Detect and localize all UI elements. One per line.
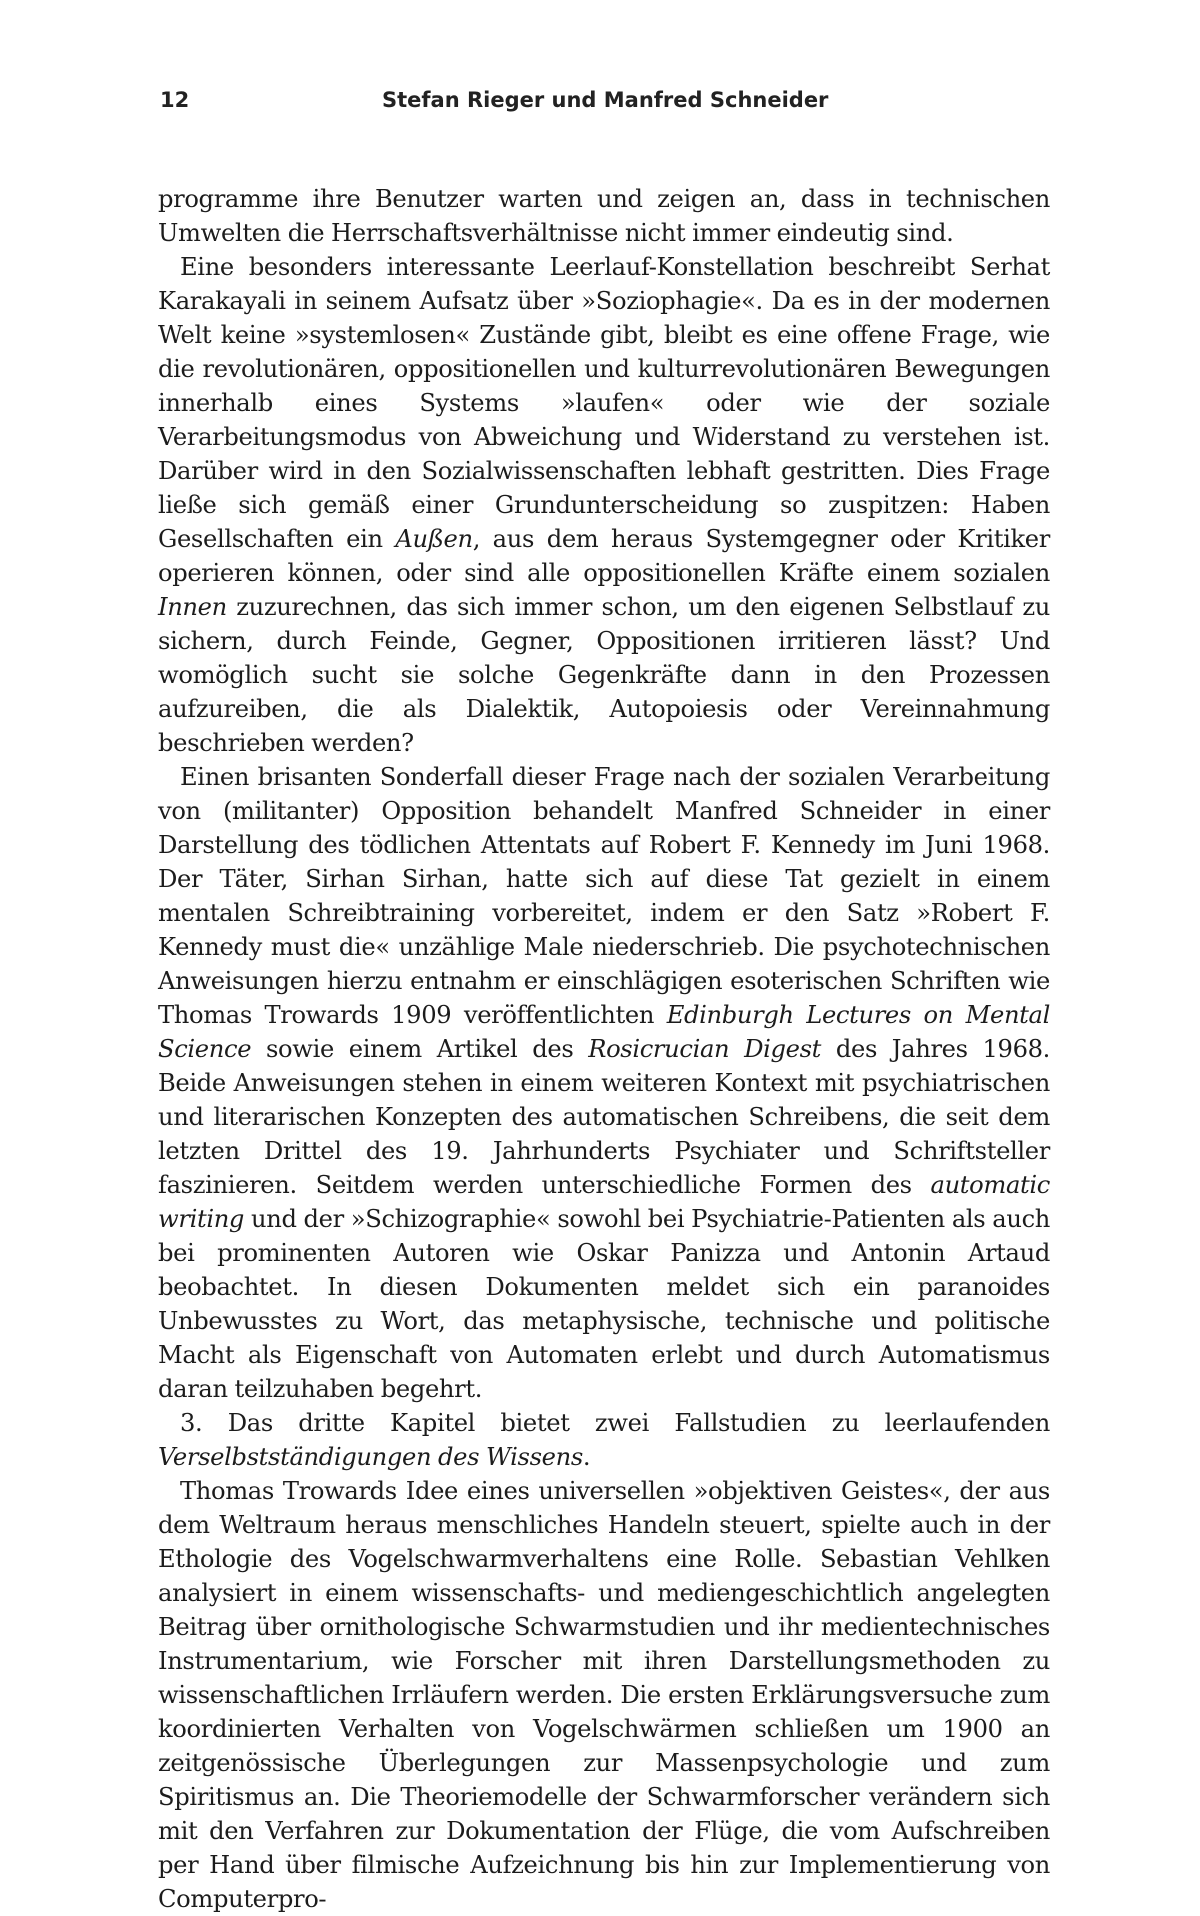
italic-text: Außen: [395, 525, 473, 553]
text-run: sowie einem Artikel des: [251, 1035, 589, 1063]
body-text: [158, 182, 1050, 1916]
text-run: 3. Das dritte Kapitel bietet zwei Fallstudien zu leerlaufenden: [180, 1409, 1050, 1437]
text-run: Thomas Trowards Idee eines universellen »objektiven Geistes«, der aus dem Weltraum heraus menschliches Handeln steuert, spielte auch in der Ethologie des Vogelschwarmverhaltens eine Rolle. Sebastian Vehlken analysiert in einem wissenschafts- und mediengeschichtlich angelegten Beitrag über ornithologische Schwarmstudien und ihr medientechnisches Instrumentarium, wie Forscher mit ihren Darstellungsmethoden zu wissenschaftlichen Irrläufern werden. Die ersten Erklärungsversuche zum koordinierten Verhalten von Vogelschwärmen schließen um 1900 an zeitgenössische Überlegungen zur Massenpsychologie und zum Spiritismus an. Die Theoriemodelle der Schwarmforscher verändern sich mit den Verfahren zur Dokumentation der Flüge, die vom Aufschreiben per Hand über filmische Aufzeichnung bis hin zur Implementierung von Computerpro-: [158, 1477, 1050, 1913]
text-run: , aus dem heraus Systemgegner oder Kritiker operieren können, oder sind alle oppositionellen Kräfte einem sozialen: [158, 525, 1050, 587]
page-number: 12: [160, 88, 190, 112]
paragraph: [158, 182, 1050, 250]
paragraph: [158, 760, 1050, 1406]
text-run: .: [582, 1443, 591, 1471]
header-authors: Stefan Rieger und Manfred Schneider: [382, 88, 829, 112]
running-head: [160, 88, 1050, 118]
text-run: Einen brisanten Sonderfall dieser Frage nach der sozialen Verarbeitung von (militanter) Opposition behandelt Manfred Schneider in einer Darstellung des tödlichen Attentats auf Robert F. Kennedy im Juni 1968. Der Täter, Sirhan Sirhan, hatte sich auf diese Tat gezielt in einem mentalen Schreibtraining vorbereitet, indem er den Satz »Robert F. Kennedy must die« unzählige Male niederschrieb. Die psychotechnischen Anweisungen hierzu entnahm er einschlägigen esoterischen Schriften wie Thomas Trowards 1909 veröffentlichten: [158, 763, 1050, 1029]
text-run: des Jahres 1968. Beide Anweisungen stehen in einem weiteren Kontext mit psychiatrischen und literarischen Konzepten des automatischen Schreibens, die seit dem letzten Drittel des 19. Jahrhunderts Psychiater und Schriftsteller faszinieren. Seitdem werden unterschiedliche Formen des: [158, 1035, 1050, 1199]
italic-text: Rosicrucian Digest: [588, 1035, 822, 1063]
paragraph: [158, 250, 1050, 760]
text-run: zuzurechnen, das sich immer schon, um den eigenen Selbstlauf zu sichern, durch Feinde, Gegner, Oppositionen irritieren lässt? Und womöglich sucht sie solche Gegenkräfte dann in den Prozessen aufzureiben, die als Dialektik, Autopoiesis oder Vereinnahmung beschrieben werden?: [158, 593, 1050, 757]
paragraph: [158, 1406, 1050, 1474]
text-run: programme ihre Benutzer warten und zeigen an, dass in technischen Umwelten die Herrschaftsverhältnisse nicht immer eindeutig sind.: [158, 185, 1050, 247]
italic-text: Verselbstständigungen des Wissens: [158, 1443, 583, 1471]
italic-text: automatic writing: [158, 1171, 1050, 1233]
text-run: Eine besonders interessante Leerlauf-Konstellation beschreibt Serhat Karakayali in seinem Aufsatz über »Soziophagie«. Da es in der modernen Welt keine »systemlosen« Zustände gibt, bleibt es eine offene Frage, wie die revolutionären, oppositionellen und kulturrevolutionären Bewegungen innerhalb eines Systems »laufen« oder wie der soziale Verarbeitungsmodus von Abweichung und Widerstand zu verstehen ist. Darüber wird in den Sozialwissenschaften lebhaft gestritten. Dies Frage ließe sich gemäß einer Grundunterscheidung so zuspitzen: Haben Gesellschaften ein: [158, 253, 1050, 553]
text-run: und der »Schizographie« sowohl bei Psychiatrie-Patienten als auch bei prominenten Autoren wie Oskar Panizza und Antonin Artaud beobachtet. In diesen Dokumenten meldet sich ein paranoides Unbewusstes zu Wort, das metaphysische, technische und politische Macht als Eigenschaft von Automaten erlebt und durch Automatismus daran teilzuhaben begehrt.: [158, 1205, 1050, 1403]
italic-text: Innen: [158, 593, 227, 621]
italic-text: Edinburgh Lectures on Mental Science: [158, 1001, 1050, 1063]
paragraph: [158, 1474, 1050, 1916]
